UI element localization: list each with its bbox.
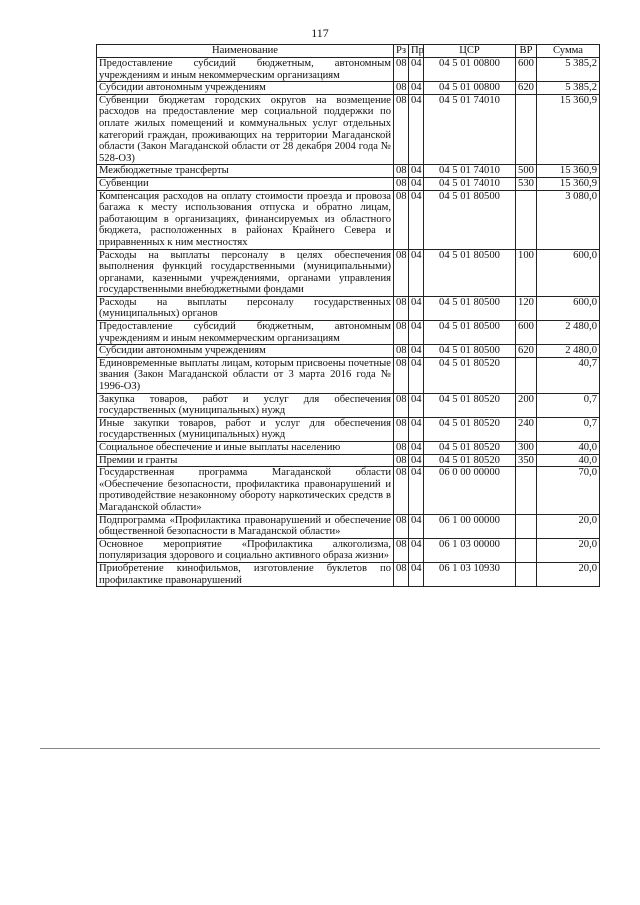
row-csr: 04 5 01 80520	[424, 393, 516, 417]
row-pr: 04	[409, 58, 424, 82]
table-row	[97, 177, 600, 190]
row-vr: 620	[516, 345, 537, 358]
table-row	[97, 562, 600, 586]
row-rz: 08	[394, 562, 409, 586]
header-pr: Пр	[409, 45, 424, 58]
row-pr: 04	[409, 345, 424, 358]
row-sum: 2 480,0	[537, 321, 600, 345]
row-name: Иные закупки товаров, работ и услуг для обеспечения государственных (муниципальных) нужд	[97, 417, 394, 441]
row-sum: 5 385,2	[537, 58, 600, 82]
row-rz: 08	[394, 82, 409, 95]
row-vr: 100	[516, 249, 537, 296]
table-header-row	[97, 45, 600, 58]
row-pr: 04	[409, 165, 424, 178]
row-rz: 08	[394, 58, 409, 82]
row-rz: 08	[394, 296, 409, 320]
row-vr: 120	[516, 296, 537, 320]
row-pr: 04	[409, 514, 424, 538]
row-name: Расходы на выплаты персоналу государственных (муниципальных) органов	[97, 296, 394, 320]
footer-divider	[40, 748, 600, 749]
row-rz: 08	[394, 190, 409, 249]
row-name: Субвенции бюджетам городских округов на возмещение расходов на предоставление мер социальной поддержки по оплате жилых помещений и коммунальных услуг отдельных категорий граждан, проживающих на территории Магаданской области (Закон Магаданской области от 28 декабря 2004 года № 528-ОЗ)	[97, 94, 394, 165]
header-sum: Сумма	[537, 45, 600, 58]
row-sum: 40,0	[537, 454, 600, 467]
row-pr: 04	[409, 538, 424, 562]
row-csr: 04 5 01 80500	[424, 249, 516, 296]
row-csr: 04 5 01 80520	[424, 454, 516, 467]
table-row	[97, 296, 600, 320]
row-sum: 15 360,9	[537, 177, 600, 190]
row-vr	[516, 538, 537, 562]
row-rz: 08	[394, 165, 409, 178]
row-rz: 08	[394, 94, 409, 165]
row-csr: 04 5 01 80500	[424, 345, 516, 358]
row-vr: 620	[516, 82, 537, 95]
row-sum: 0,7	[537, 393, 600, 417]
row-name: Подпрограмма «Профилактика правонарушений и обеспечение общественной безопасности в Магаданской области»	[97, 514, 394, 538]
row-sum: 600,0	[537, 296, 600, 320]
table-row	[97, 165, 600, 178]
row-sum: 3 080,0	[537, 190, 600, 249]
table-row	[97, 94, 600, 165]
row-rz: 08	[394, 538, 409, 562]
header-rz: Рз	[394, 45, 409, 58]
row-sum: 20,0	[537, 562, 600, 586]
row-pr: 04	[409, 467, 424, 514]
row-csr: 04 5 01 74010	[424, 177, 516, 190]
row-pr: 04	[409, 442, 424, 455]
row-name: Расходы на выплаты персоналу в целях обеспечения выполнения функций государственными (муниципальными) органами, казенными учреждениями, органами управления государственными внебюджетными фондами	[97, 249, 394, 296]
table-row	[97, 82, 600, 95]
row-rz: 08	[394, 454, 409, 467]
row-csr: 04 5 01 80500	[424, 190, 516, 249]
page-number: 117	[311, 26, 329, 40]
table-row	[97, 190, 600, 249]
row-name: Предоставление субсидий бюджетным, автономным учреждениям и иным некоммерческим организациям	[97, 321, 394, 345]
row-vr: 600	[516, 321, 537, 345]
row-name: Межбюджетные трансферты	[97, 165, 394, 178]
row-rz: 08	[394, 345, 409, 358]
row-csr: 04 5 01 74010	[424, 94, 516, 165]
row-name: Субвенции	[97, 177, 394, 190]
row-vr	[516, 467, 537, 514]
row-rz: 08	[394, 249, 409, 296]
row-csr: 04 5 01 80520	[424, 357, 516, 393]
row-vr: 600	[516, 58, 537, 82]
row-csr: 04 5 01 80520	[424, 442, 516, 455]
row-csr: 06 0 00 00000	[424, 467, 516, 514]
row-name: Предоставление субсидий бюджетным, автономным учреждениям и иным некоммерческим организациям	[97, 58, 394, 82]
row-rz: 08	[394, 442, 409, 455]
row-name: Премии и гранты	[97, 454, 394, 467]
row-vr: 200	[516, 393, 537, 417]
row-name: Закупка товаров, работ и услуг для обеспечения государственных (муниципальных) нужд	[97, 393, 394, 417]
row-sum: 600,0	[537, 249, 600, 296]
budget-table	[96, 44, 600, 587]
row-csr: 04 5 01 80500	[424, 296, 516, 320]
row-csr: 04 5 01 74010	[424, 165, 516, 178]
row-vr	[516, 357, 537, 393]
row-pr: 04	[409, 296, 424, 320]
table-row	[97, 514, 600, 538]
row-rz: 08	[394, 417, 409, 441]
row-sum: 20,0	[537, 538, 600, 562]
row-pr: 04	[409, 177, 424, 190]
row-name: Основное мероприятие «Профилактика алкоголизма, популяризация здорового и социально активного образа жизни»	[97, 538, 394, 562]
table-body	[97, 58, 600, 587]
row-pr: 04	[409, 94, 424, 165]
row-rz: 08	[394, 514, 409, 538]
row-rz: 08	[394, 467, 409, 514]
row-pr: 04	[409, 190, 424, 249]
row-sum: 5 385,2	[537, 82, 600, 95]
table-row	[97, 467, 600, 514]
row-pr: 04	[409, 393, 424, 417]
row-rz: 08	[394, 321, 409, 345]
table-row	[97, 321, 600, 345]
row-vr	[516, 94, 537, 165]
row-vr: 350	[516, 454, 537, 467]
row-sum: 40,7	[537, 357, 600, 393]
row-sum: 0,7	[537, 417, 600, 441]
row-csr: 06 1 00 00000	[424, 514, 516, 538]
table-row	[97, 393, 600, 417]
row-sum: 70,0	[537, 467, 600, 514]
header-csr: ЦСР	[424, 45, 516, 58]
row-vr	[516, 562, 537, 586]
table-row	[97, 249, 600, 296]
row-csr: 06 1 03 10930	[424, 562, 516, 586]
row-vr: 300	[516, 442, 537, 455]
row-vr: 500	[516, 165, 537, 178]
row-sum: 20,0	[537, 514, 600, 538]
row-sum: 15 360,9	[537, 165, 600, 178]
table-row	[97, 417, 600, 441]
row-csr: 04 5 01 80500	[424, 321, 516, 345]
row-csr: 06 1 03 00000	[424, 538, 516, 562]
row-vr: 240	[516, 417, 537, 441]
row-sum: 40,0	[537, 442, 600, 455]
row-pr: 04	[409, 321, 424, 345]
row-rz: 08	[394, 393, 409, 417]
row-pr: 04	[409, 82, 424, 95]
row-pr: 04	[409, 357, 424, 393]
row-pr: 04	[409, 562, 424, 586]
table-row	[97, 58, 600, 82]
row-vr	[516, 514, 537, 538]
row-name: Государственная программа Магаданской области «Обеспечение безопасности, профилактика правонарушений и противодействие незаконному обороту наркотических средств в Магаданской области»	[97, 467, 394, 514]
row-pr: 04	[409, 249, 424, 296]
row-csr: 04 5 01 00800	[424, 58, 516, 82]
row-rz: 08	[394, 357, 409, 393]
row-rz: 08	[394, 177, 409, 190]
table-row	[97, 454, 600, 467]
table-row	[97, 538, 600, 562]
row-name: Субсидии автономным учреждениям	[97, 345, 394, 358]
row-csr: 04 5 01 00800	[424, 82, 516, 95]
row-name: Социальное обеспечение и иные выплаты населению	[97, 442, 394, 455]
row-name: Компенсация расходов на оплату стоимости проезда и провоза багажа к месту использования отпуска и обратно лицам, работающим в организациях, финансируемых из областного бюджета, расположенных в районах Крайнего Севера и приравненных к ним местностях	[97, 190, 394, 249]
table-row	[97, 345, 600, 358]
table-row	[97, 442, 600, 455]
row-sum: 2 480,0	[537, 345, 600, 358]
row-vr: 530	[516, 177, 537, 190]
row-name: Субсидии автономным учреждениям	[97, 82, 394, 95]
header-name: Наименование	[97, 45, 394, 58]
row-vr	[516, 190, 537, 249]
header-vr: ВР	[516, 45, 537, 58]
row-csr: 04 5 01 80520	[424, 417, 516, 441]
row-name: Приобретение кинофильмов, изготовление буклетов по профилактике правонарушений	[97, 562, 394, 586]
table-row	[97, 357, 600, 393]
row-pr: 04	[409, 417, 424, 441]
row-name: Единовременные выплаты лицам, которым присвоены почетные звания (Закон Магаданской области от 3 марта 2016 года № 1996-ОЗ)	[97, 357, 394, 393]
row-sum: 15 360,9	[537, 94, 600, 165]
row-pr: 04	[409, 454, 424, 467]
